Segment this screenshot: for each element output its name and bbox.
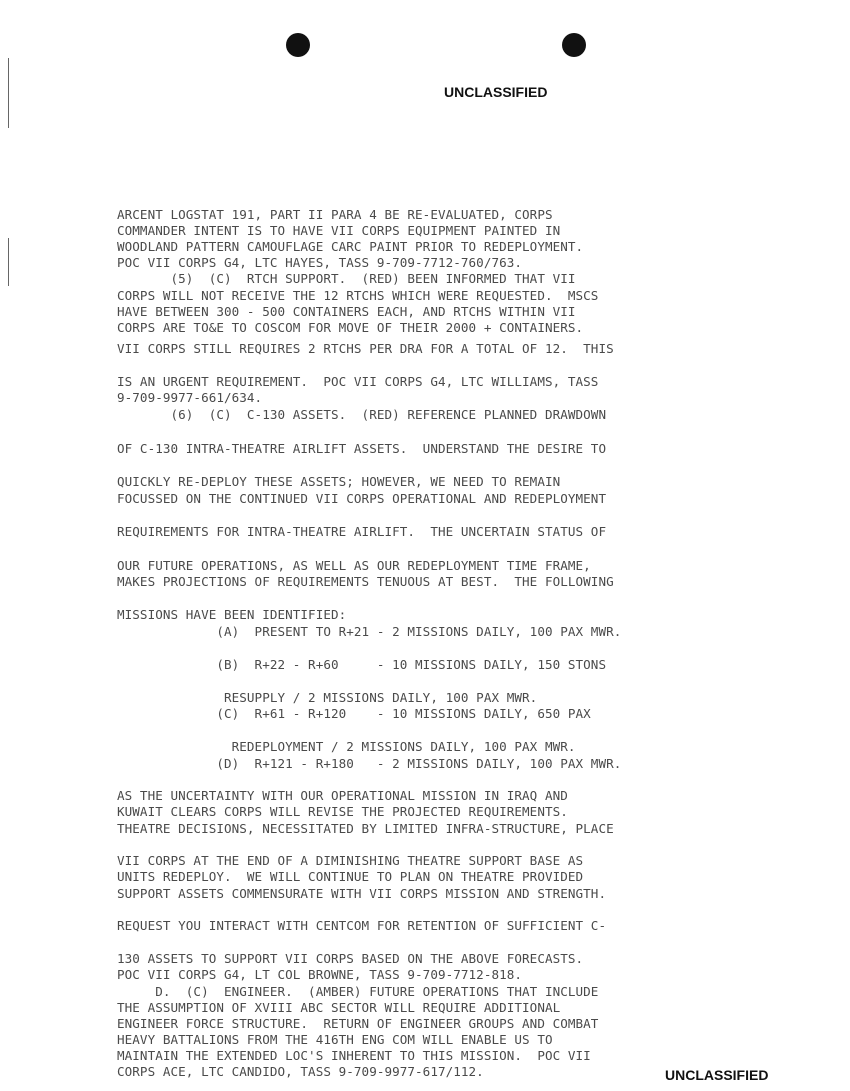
text-line: HEAVY BATTALIONS FROM THE 416TH ENG COM WILL ENABLE US TO (117, 1032, 553, 1047)
text-line: D. (C) ENGINEER. (AMBER) FUTURE OPERATIONS THAT INCLUDE (117, 984, 599, 999)
text-line: POC VII CORPS G4, LT COL BROWNE, TASS 9-709-7712-818. (117, 967, 523, 982)
text-line: WOODLAND PATTERN CAMOUFLAGE CARC PAINT PRIOR TO REDEPLOYMENT. (117, 239, 584, 254)
text-line: VII CORPS STILL REQUIRES 2 RTCHS PER DRA FOR A TOTAL OF 12. THIS (117, 341, 614, 356)
text-line: CORPS WILL NOT RECEIVE THE 12 RTCHS WHICH WERE REQUESTED. MSCS (117, 288, 599, 303)
classification-banner-bottom: UNCLASSIFIED (665, 1067, 769, 1083)
margin-mark (8, 238, 9, 286)
text-line: MISSIONS HAVE BEEN IDENTIFIED: (117, 607, 347, 622)
punch-hole-right (562, 33, 586, 57)
text-line: (D) R+121 - R+180 - 2 MISSIONS DAILY, 100 PAX MWR. (117, 756, 622, 771)
text-line: MAKES PROJECTIONS OF REQUIREMENTS TENUOUS AT BEST. THE FOLLOWING (117, 574, 614, 589)
text-line: (6) (C) C-130 ASSETS. (RED) REFERENCE PLANNED DRAWDOWN (117, 407, 607, 422)
text-line: ENGINEER FORCE STRUCTURE. RETURN OF ENGINEER GROUPS AND COMBAT (117, 1016, 599, 1031)
text-line: THE ASSUMPTION OF XVIII ABC SECTOR WILL REQUIRE ADDITIONAL (117, 1000, 561, 1015)
text-line: CORPS ACE, LTC CANDIDO, TASS 9-709-9977-617/112. (117, 1064, 484, 1079)
text-line: MAINTAIN THE EXTENDED LOC'S INHERENT TO THIS MISSION. POC VII (117, 1048, 591, 1063)
text-line: VII CORPS AT THE END OF A DIMINISHING THEATRE SUPPORT BASE AS (117, 853, 584, 868)
punch-hole-left (286, 33, 310, 57)
margin-mark (8, 58, 9, 128)
text-line: AS THE UNCERTAINTY WITH OUR OPERATIONAL MISSION IN IRAQ AND (117, 788, 568, 803)
text-line: (A) PRESENT TO R+21 - 2 MISSIONS DAILY, 100 PAX MWR. (117, 624, 622, 639)
text-line: OF C-130 INTRA-THEATRE AIRLIFT ASSETS. UNDERSTAND THE DESIRE TO (117, 441, 607, 456)
text-line: COMMANDER INTENT IS TO HAVE VII CORPS EQUIPMENT PAINTED IN (117, 223, 561, 238)
text-line: REQUIREMENTS FOR INTRA-THEATRE AIRLIFT. THE UNCERTAIN STATUS OF (117, 524, 607, 539)
text-line: OUR FUTURE OPERATIONS, AS WELL AS OUR REDEPLOYMENT TIME FRAME, (117, 558, 591, 573)
text-line: 130 ASSETS TO SUPPORT VII CORPS BASED ON THE ABOVE FORECASTS. (117, 951, 584, 966)
text-line: (C) R+61 - R+120 - 10 MISSIONS DAILY, 650 PAX (117, 706, 591, 721)
text-line: ARCENT LOGSTAT 191, PART II PARA 4 BE RE-EVALUATED, CORPS (117, 207, 553, 222)
text-line: QUICKLY RE-DEPLOY THESE ASSETS; HOWEVER, WE NEED TO REMAIN (117, 474, 561, 489)
text-line: SUPPORT ASSETS COMMENSURATE WITH VII CORPS MISSION AND STRENGTH. (117, 886, 607, 901)
text-line: KUWAIT CLEARS CORPS WILL REVISE THE PROJECTED REQUIREMENTS. (117, 804, 568, 819)
text-line: 9-709-9977-661/634. (117, 390, 263, 405)
text-line: HAVE BETWEEN 300 - 500 CONTAINERS EACH, AND RTCHS WITHIN VII (117, 304, 576, 319)
text-line: THEATRE DECISIONS, NECESSITATED BY LIMITED INFRA-STRUCTURE, PLACE (117, 821, 614, 836)
text-line: (5) (C) RTCH SUPPORT. (RED) BEEN INFORMED THAT VII (117, 271, 576, 286)
text-line: CORPS ARE TO&E TO COSCOM FOR MOVE OF THEIR 2000 + CONTAINERS. (117, 320, 584, 335)
classification-banner-top: UNCLASSIFIED (444, 84, 548, 100)
text-line: IS AN URGENT REQUIREMENT. POC VII CORPS G4, LTC WILLIAMS, TASS (117, 374, 599, 389)
text-line: UNITS REDEPLOY. WE WILL CONTINUE TO PLAN ON THEATRE PROVIDED (117, 869, 584, 884)
text-line: RESUPPLY / 2 MISSIONS DAILY, 100 PAX MWR. (117, 690, 538, 705)
text-line: (B) R+22 - R+60 - 10 MISSIONS DAILY, 150 STONS (117, 657, 607, 672)
text-line: REQUEST YOU INTERACT WITH CENTCOM FOR RETENTION OF SUFFICIENT C- (117, 918, 607, 933)
text-line: FOCUSSED ON THE CONTINUED VII CORPS OPERATIONAL AND REDEPLOYMENT (117, 491, 607, 506)
text-line: REDEPLOYMENT / 2 MISSIONS DAILY, 100 PAX MWR. (117, 739, 576, 754)
text-line: POC VII CORPS G4, LTC HAYES, TASS 9-709-7712-760/763. (117, 255, 523, 270)
